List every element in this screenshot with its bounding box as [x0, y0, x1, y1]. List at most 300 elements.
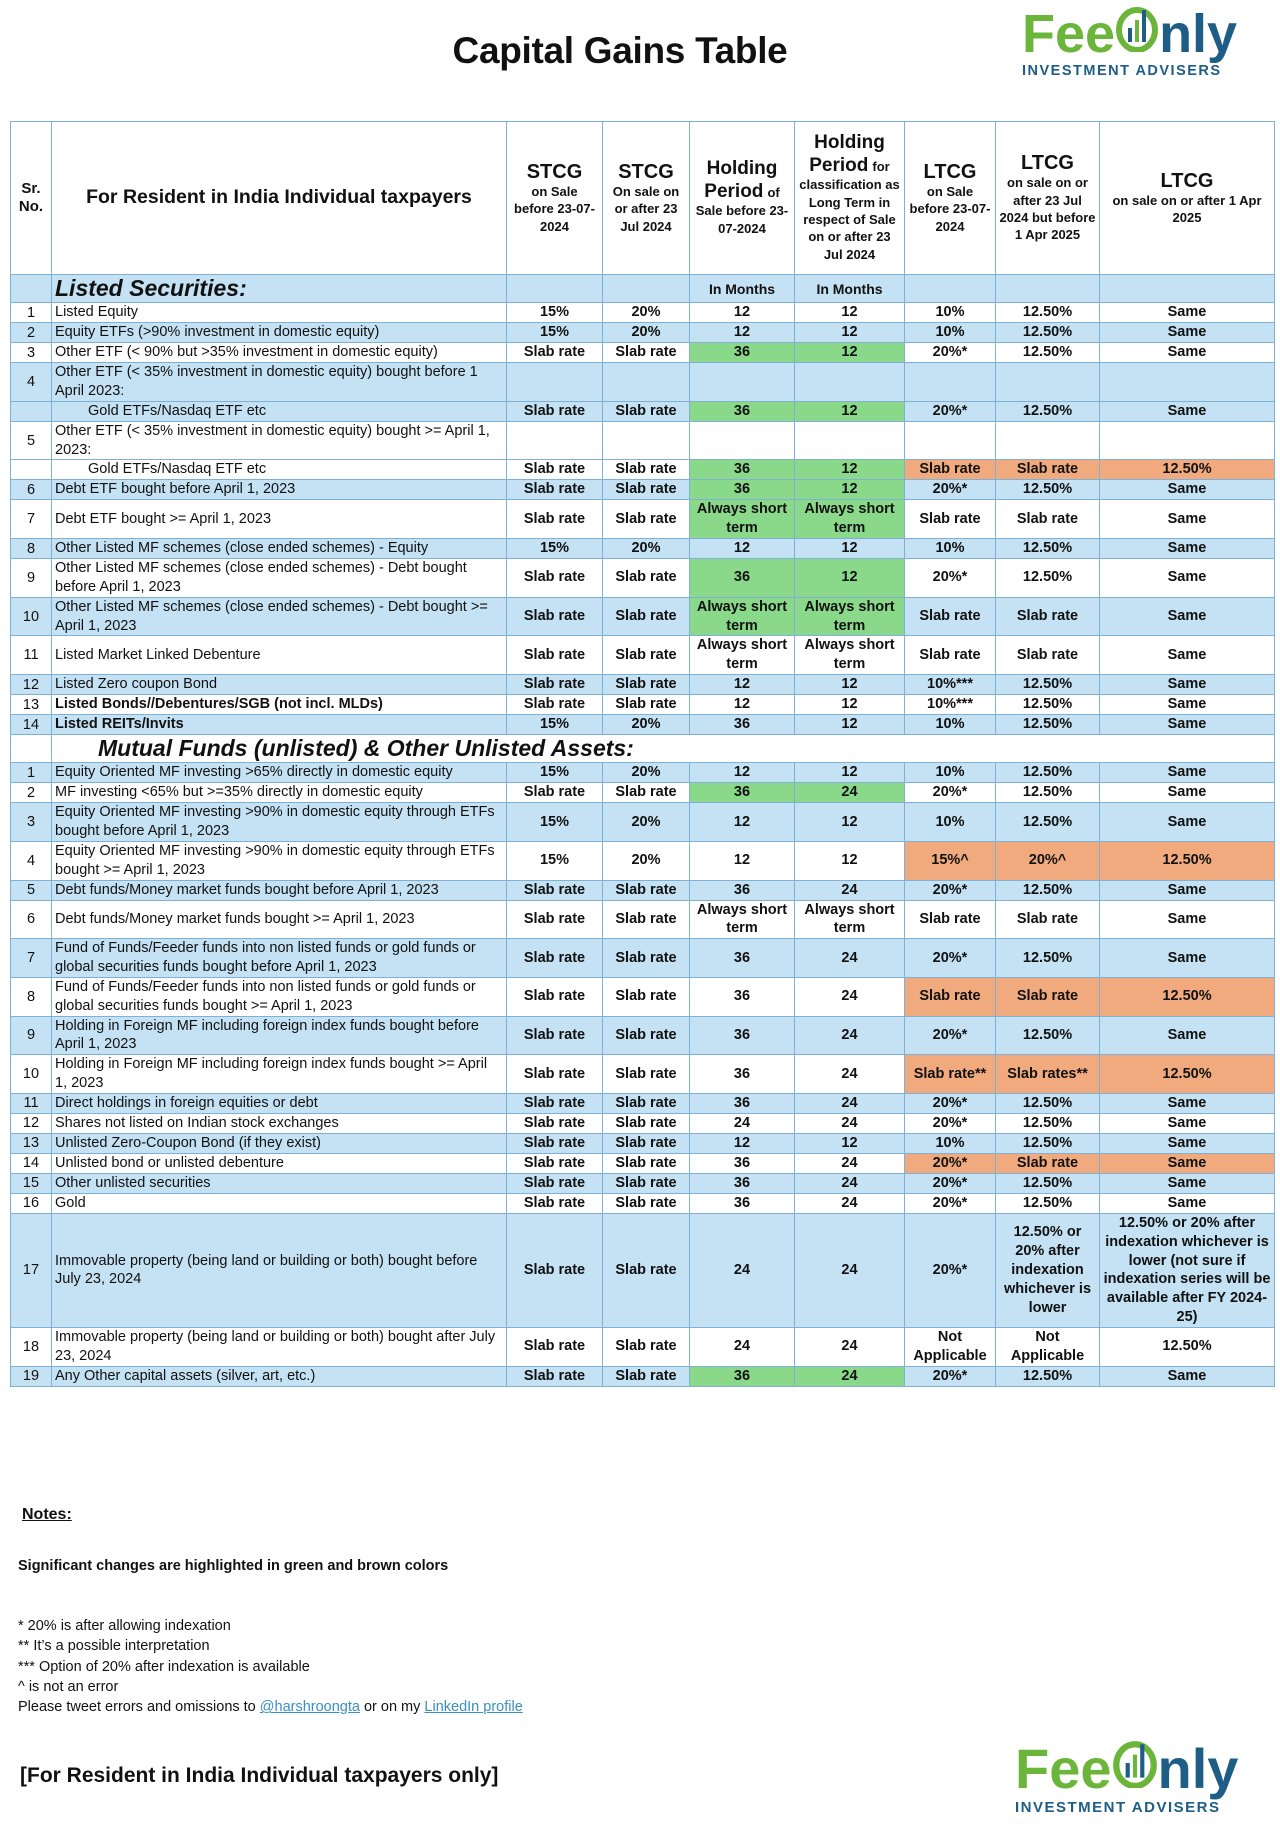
row-number: 2 — [11, 783, 52, 803]
row-value: Same — [1100, 803, 1275, 842]
table-row — [11, 559, 1275, 598]
row-value: Slab rate** — [905, 1055, 996, 1094]
row-value: Slab rate — [905, 636, 996, 675]
table-row — [11, 763, 1275, 783]
row-value: Slab rate — [603, 1366, 690, 1386]
row-value: 12.50% — [996, 1366, 1100, 1386]
table-row — [11, 695, 1275, 715]
row-value: Slab rate — [603, 480, 690, 500]
row-value: 12.50% — [996, 401, 1100, 421]
row-value: 12.50% — [996, 939, 1100, 978]
row-description: Immovable property (being land or building or both) bought before July 23, 2024 — [52, 1213, 507, 1327]
row-value: 12.50% — [996, 1173, 1100, 1193]
table-row — [11, 715, 1275, 735]
row-value: 15% — [507, 303, 603, 323]
row-value: 10% — [905, 323, 996, 343]
row-value: Slab rate — [996, 636, 1100, 675]
row-value: Slab rate — [603, 1193, 690, 1213]
row-description: Debt funds/Money market funds bought before April 1, 2023 — [52, 880, 507, 900]
row-number: 15 — [11, 1173, 52, 1193]
row-number: 3 — [11, 343, 52, 363]
row-description: Fund of Funds/Feeder funds into non listed funds or gold funds or global securities funds bought before April 1, 2023 — [52, 939, 507, 978]
row-value: 20%* — [905, 480, 996, 500]
row-value: 24 — [795, 1193, 905, 1213]
row-value: 36 — [690, 1055, 795, 1094]
row-value: Not Applicable — [996, 1328, 1100, 1367]
row-value: 36 — [690, 480, 795, 500]
note-tweet: Please tweet errors and omissions to @harshroongta or on my LinkedIn profile — [18, 1699, 523, 1716]
row-value: 20% — [603, 715, 690, 735]
row-number: 9 — [11, 559, 52, 598]
note-2: ** It’s a possible interpretation — [18, 1638, 210, 1655]
page-title: Capital Gains Table — [452, 30, 788, 71]
row-value: Slab rate — [507, 1133, 603, 1153]
row-value: Same — [1100, 695, 1275, 715]
row-description: Listed Zero coupon Bond — [52, 675, 507, 695]
header-holding-period-after: Holding Period for classification as Long Term in respect of Sale on or after 23 Jul 2024 — [795, 122, 905, 275]
row-value: 20%* — [905, 1093, 996, 1113]
feeonly-logo-bottom: Fee nly INVESTMENT ADVISERS — [1015, 1737, 1239, 1816]
row-value: 20% — [603, 539, 690, 559]
row-value: Slab rate — [603, 1055, 690, 1094]
row-value: Slab rate — [507, 1016, 603, 1055]
row-value: 12.50% — [996, 559, 1100, 598]
header-description: For Resident in India Individual taxpayers — [52, 122, 507, 275]
row-value: Slab rate — [507, 1113, 603, 1133]
row-value: Same — [1100, 783, 1275, 803]
note-1: * 20% is after allowing indexation — [18, 1618, 231, 1634]
row-value: 10% — [905, 803, 996, 842]
row-value: 24 — [795, 1173, 905, 1193]
row-number: 12 — [11, 1113, 52, 1133]
row-value: Slab rate — [603, 1173, 690, 1193]
row-description: Other ETF (< 35% investment in domestic equity) bought >= April 1, 2023: — [52, 421, 507, 460]
row-value: 20%* — [905, 1153, 996, 1173]
row-value: Slab rate — [603, 597, 690, 636]
row-value: 20%* — [905, 880, 996, 900]
logo-bar-icon — [1112, 1738, 1158, 1797]
row-value: Slab rate — [507, 1366, 603, 1386]
row-value: 12 — [795, 695, 905, 715]
section-listed — [11, 275, 1275, 303]
row-description: Debt ETF bought before April 1, 2023 — [52, 480, 507, 500]
row-value: 12.50% — [996, 880, 1100, 900]
table-row — [11, 500, 1275, 539]
row-value: Slab rate — [507, 1153, 603, 1173]
row-value: Same — [1100, 636, 1275, 675]
table-row — [11, 783, 1275, 803]
row-value: 12 — [795, 460, 905, 480]
row-description: Equity Oriented MF investing >65% directly in domestic equity — [52, 763, 507, 783]
row-value: 12 — [690, 803, 795, 842]
row-value: Same — [1100, 1173, 1275, 1193]
row-value: 10% — [905, 1133, 996, 1153]
row-value: Same — [1100, 1016, 1275, 1055]
row-value: Same — [1100, 1153, 1275, 1173]
row-number: 9 — [11, 1016, 52, 1055]
linkedin-profile-link[interactable]: LinkedIn profile — [424, 1699, 523, 1716]
row-value: Same — [1100, 880, 1275, 900]
table-row — [11, 323, 1275, 343]
table-row — [11, 480, 1275, 500]
row-value: 10% — [905, 539, 996, 559]
row-description: Other ETF (< 35% investment in domestic equity) bought before 1 April 2023: — [52, 363, 507, 402]
row-value: 20%* — [905, 1113, 996, 1133]
row-value: 12.50% — [996, 1093, 1100, 1113]
row-number: 1 — [11, 303, 52, 323]
row-description: Holding in Foreign MF including foreign index funds bought before April 1, 2023 — [52, 1016, 507, 1055]
row-value: 12.50% — [996, 675, 1100, 695]
row-value: 12 — [795, 539, 905, 559]
row-value: 12.50% — [996, 343, 1100, 363]
row-value: 20% — [603, 841, 690, 880]
unit-label: In Months — [690, 275, 795, 303]
row-value: 20%* — [905, 559, 996, 598]
section-title: Listed Securities: — [52, 275, 507, 303]
row-value: 36 — [690, 939, 795, 978]
row-value: 10%*** — [905, 675, 996, 695]
row-number: 18 — [11, 1328, 52, 1367]
row-value: Same — [1100, 343, 1275, 363]
row-value: Slab rate — [507, 1193, 603, 1213]
table-row — [11, 939, 1275, 978]
row-value: 36 — [690, 1193, 795, 1213]
row-value: 24 — [795, 1153, 905, 1173]
row-value: 24 — [795, 1016, 905, 1055]
row-value: 36 — [690, 715, 795, 735]
row-number: 14 — [11, 1153, 52, 1173]
row-value: 15%^ — [905, 841, 996, 880]
row-value: 12 — [690, 539, 795, 559]
row-value: Slab rate — [603, 1016, 690, 1055]
header-stcg-before: STCG on Sale before 23-07-2024 — [507, 122, 603, 275]
row-value: 10% — [905, 303, 996, 323]
row-value: 24 — [795, 1113, 905, 1133]
row-value: 15% — [507, 323, 603, 343]
row-value: Slab rate — [603, 695, 690, 715]
row-value: Always short term — [795, 636, 905, 675]
row-value: Same — [1100, 559, 1275, 598]
row-value: 12 — [795, 1133, 905, 1153]
row-value: Slab rate — [603, 783, 690, 803]
row-value: Always short term — [690, 500, 795, 539]
row-value: Slab rate — [603, 880, 690, 900]
row-value: 12 — [795, 303, 905, 323]
row-value: Not Applicable — [905, 1328, 996, 1367]
row-value: 12.50% — [996, 1193, 1100, 1213]
row-value: Same — [1100, 303, 1275, 323]
row-value: 15% — [507, 715, 603, 735]
row-value: Slab rate — [905, 500, 996, 539]
table-row — [11, 597, 1275, 636]
row-description: Unlisted bond or unlisted debenture — [52, 1153, 507, 1173]
row-description: Any Other capital assets (silver, art, etc.) — [52, 1366, 507, 1386]
row-value: 20%* — [905, 939, 996, 978]
table-row — [11, 343, 1275, 363]
header-ltcg-mid: LTCG on sale on or after 23 Jul 2024 but before 1 Apr 2025 — [996, 122, 1100, 275]
row-value: Slab rate — [603, 636, 690, 675]
row-value: Slab rate — [507, 460, 603, 480]
row-number: 11 — [11, 1093, 52, 1113]
row-value: 24 — [690, 1113, 795, 1133]
row-value: 36 — [690, 460, 795, 480]
table-row — [11, 900, 1275, 939]
row-number: 14 — [11, 715, 52, 735]
row-value: Same — [1100, 480, 1275, 500]
row-value: Slab rate — [603, 1213, 690, 1327]
header-ltcg-after: LTCG on sale on or after 1 Apr 2025 — [1100, 122, 1275, 275]
row-value: Always short term — [690, 597, 795, 636]
row-value: Same — [1100, 1093, 1275, 1113]
row-value: 12.50% or 20% after indexation whichever is lower — [996, 1213, 1100, 1327]
header-sr-no: Sr. No. — [11, 122, 52, 275]
row-value: Slab rate — [603, 401, 690, 421]
row-number: 8 — [11, 977, 52, 1016]
footer-note: [For Resident in India Individual taxpayers only] — [20, 1764, 499, 1787]
row-sub-description: Gold ETFs/Nasdaq ETF etc — [52, 460, 507, 480]
logo-subtitle: INVESTMENT ADVISERS — [1022, 63, 1222, 79]
notes-list — [18, 1616, 523, 1717]
table-row-sub — [11, 460, 1275, 480]
row-value: Same — [1100, 401, 1275, 421]
table-row — [11, 880, 1275, 900]
row-number: 8 — [11, 539, 52, 559]
row-value: Same — [1100, 1133, 1275, 1153]
row-value: Slab rate — [603, 675, 690, 695]
row-value: Slab rate — [507, 939, 603, 978]
row-value: Slab rate — [603, 1113, 690, 1133]
row-number: 5 — [11, 421, 52, 460]
logo-bar-icon — [1115, 4, 1159, 61]
row-value: 24 — [690, 1213, 795, 1327]
row-value: Same — [1100, 597, 1275, 636]
row-value: 15% — [507, 763, 603, 783]
row-value: 12 — [795, 763, 905, 783]
row-value: Slab rate — [507, 480, 603, 500]
row-description: Equity Oriented MF investing >90% in domestic equity through ETFs bought before April 1, 2023 — [52, 803, 507, 842]
row-value: 12 — [690, 1133, 795, 1153]
row-value: 12.50% — [1100, 460, 1275, 480]
row-description: Debt funds/Money market funds bought >= April 1, 2023 — [52, 900, 507, 939]
row-description: Other Listed MF schemes (close ended schemes) - Debt bought before April 1, 2023 — [52, 559, 507, 598]
row-value: 12.50% — [996, 539, 1100, 559]
table-row — [11, 421, 1275, 460]
row-value: 12 — [690, 303, 795, 323]
row-value: 12.50% — [996, 303, 1100, 323]
row-value: 20% — [603, 323, 690, 343]
row-value: 20%^ — [996, 841, 1100, 880]
row-description: Direct holdings in foreign equities or debt — [52, 1093, 507, 1113]
row-description: Equity ETFs (>90% investment in domestic equity) — [52, 323, 507, 343]
row-number: 6 — [11, 480, 52, 500]
header-ltcg-before: LTCG on Sale before 23-07-2024 — [905, 122, 996, 275]
row-value: Slab rate — [996, 977, 1100, 1016]
row-value: 36 — [690, 1016, 795, 1055]
row-value: 12 — [690, 695, 795, 715]
table-row — [11, 1113, 1275, 1133]
row-value: 36 — [690, 401, 795, 421]
row-value: Slab rate — [507, 783, 603, 803]
row-value: 20% — [603, 803, 690, 842]
twitter-handle-link[interactable]: @harshroongta — [259, 1699, 360, 1716]
row-number: 12 — [11, 675, 52, 695]
row-value: 24 — [795, 977, 905, 1016]
row-value: 10% — [905, 715, 996, 735]
notes-heading: Notes: — [22, 1506, 72, 1523]
row-value: 12 — [795, 323, 905, 343]
row-value: Slab rate — [996, 1153, 1100, 1173]
table-row — [11, 1213, 1275, 1327]
table-row — [11, 841, 1275, 880]
row-value: 12.50% — [996, 480, 1100, 500]
row-description: Listed Equity — [52, 303, 507, 323]
row-value: 12.50% — [1100, 1328, 1275, 1367]
row-value: Slab rate — [603, 1328, 690, 1367]
row-value: 15% — [507, 539, 603, 559]
row-description: Gold — [52, 1193, 507, 1213]
row-value: Slab rate — [507, 597, 603, 636]
row-value: Slab rate — [603, 900, 690, 939]
row-value: 12.50% — [1100, 977, 1275, 1016]
row-value: 36 — [690, 880, 795, 900]
row-number: 5 — [11, 880, 52, 900]
row-number: 19 — [11, 1366, 52, 1386]
row-value: Slab rate — [507, 880, 603, 900]
section-title: Mutual Funds (unlisted) & Other Unlisted Assets: — [52, 735, 1275, 763]
logo-nly-text: nly — [1159, 4, 1238, 64]
table-row — [11, 1328, 1275, 1367]
row-value: Slab rate — [507, 343, 603, 363]
unit-label: In Months — [795, 275, 905, 303]
row-number: 3 — [11, 803, 52, 842]
row-value: 12 — [795, 675, 905, 695]
note-4: ^ is not an error — [18, 1678, 119, 1695]
row-value: Same — [1100, 1113, 1275, 1133]
row-value: Same — [1100, 715, 1275, 735]
row-value: 36 — [690, 559, 795, 598]
row-value: 36 — [690, 1366, 795, 1386]
row-value: Slab rate — [507, 675, 603, 695]
row-value: 24 — [690, 1328, 795, 1367]
row-description: Other unlisted securities — [52, 1173, 507, 1193]
row-description: Holding in Foreign MF including foreign index funds bought >= April 1, 2023 — [52, 1055, 507, 1094]
table-row — [11, 539, 1275, 559]
row-value: 12.50% — [996, 783, 1100, 803]
row-value: Same — [1100, 500, 1275, 539]
row-sub-description: Gold ETFs/Nasdaq ETF etc — [52, 401, 507, 421]
table-row — [11, 1093, 1275, 1113]
row-value: 24 — [795, 1213, 905, 1327]
row-value: Slab rate — [507, 1213, 603, 1327]
row-description: Unlisted Zero-Coupon Bond (if they exist) — [52, 1133, 507, 1153]
row-value: Slab rate — [507, 500, 603, 539]
row-description: MF investing <65% but >=35% directly in domestic equity — [52, 783, 507, 803]
row-value: Slab rate — [996, 900, 1100, 939]
row-value: 12 — [795, 480, 905, 500]
row-number: 7 — [11, 500, 52, 539]
row-value: 15% — [507, 803, 603, 842]
row-value: Slab rate — [603, 1093, 690, 1113]
row-value: 20%* — [905, 343, 996, 363]
header-stcg-after: STCG On sale on or after 23 Jul 2024 — [603, 122, 690, 275]
row-value: 20%* — [905, 1016, 996, 1055]
row-value: Slab rate — [507, 1328, 603, 1367]
row-value: 36 — [690, 343, 795, 363]
row-description: Other Listed MF schemes (close ended schemes) - Debt bought >= April 1, 2023 — [52, 597, 507, 636]
row-value: Same — [1100, 763, 1275, 783]
row-value: 24 — [795, 939, 905, 978]
row-value: 10% — [905, 763, 996, 783]
row-value: 12 — [795, 715, 905, 735]
row-value: 24 — [795, 1366, 905, 1386]
row-value: Same — [1100, 539, 1275, 559]
row-value: Slab rate — [603, 460, 690, 480]
row-value: 12 — [795, 559, 905, 598]
row-value: 12.50% — [996, 1113, 1100, 1133]
row-value: Slab rate — [603, 977, 690, 1016]
row-value: 12 — [690, 675, 795, 695]
row-value: 12.50% — [996, 323, 1100, 343]
row-value: 15% — [507, 841, 603, 880]
row-value: 12 — [795, 803, 905, 842]
row-value: Slab rate — [603, 1133, 690, 1153]
table-row — [11, 1193, 1275, 1213]
row-value: Always short term — [795, 900, 905, 939]
row-description: Shares not listed on Indian stock exchanges — [52, 1113, 507, 1133]
table-row — [11, 303, 1275, 323]
table-row — [11, 977, 1275, 1016]
row-value: Same — [1100, 900, 1275, 939]
row-value: 20%* — [905, 1366, 996, 1386]
row-value: 24 — [795, 880, 905, 900]
row-value: 12.50% — [996, 1016, 1100, 1055]
row-value: Slab rate — [996, 500, 1100, 539]
row-value: 12 — [690, 841, 795, 880]
section-unlisted — [11, 735, 1275, 763]
table-row — [11, 1153, 1275, 1173]
row-value: 24 — [795, 783, 905, 803]
row-number: 10 — [11, 1055, 52, 1094]
row-description: Other ETF (< 90% but >35% investment in domestic equity) — [52, 343, 507, 363]
row-value: 12.50% — [996, 803, 1100, 842]
row-value: 10%*** — [905, 695, 996, 715]
row-value: 24 — [795, 1055, 905, 1094]
row-value: 12 — [690, 323, 795, 343]
row-value: 20%* — [905, 1213, 996, 1327]
row-number: 6 — [11, 900, 52, 939]
row-number: 10 — [11, 597, 52, 636]
row-value: 12 — [795, 841, 905, 880]
row-value: Slab rate — [905, 460, 996, 480]
row-value: Same — [1100, 323, 1275, 343]
row-value: Slab rate — [507, 900, 603, 939]
row-number: 4 — [11, 841, 52, 880]
table-row-sub — [11, 401, 1275, 421]
row-number: 1 — [11, 763, 52, 783]
capital-gains-table — [10, 121, 1275, 1387]
row-description: Listed REITs/Invits — [52, 715, 507, 735]
row-value: Slab rate — [507, 977, 603, 1016]
row-value: Same — [1100, 939, 1275, 978]
row-value: Slab rate — [507, 1173, 603, 1193]
row-number: 13 — [11, 695, 52, 715]
row-value: Slab rate — [603, 343, 690, 363]
row-description: Listed Market Linked Debenture — [52, 636, 507, 675]
header-holding-period-before: Holding Period of Sale before 23-07-2024 — [690, 122, 795, 275]
row-value: 12 — [795, 343, 905, 363]
row-value: Always short term — [690, 636, 795, 675]
row-value: 36 — [690, 783, 795, 803]
